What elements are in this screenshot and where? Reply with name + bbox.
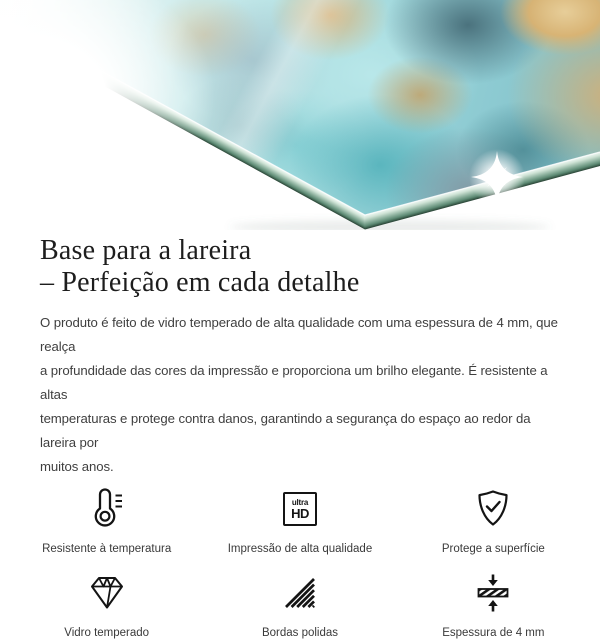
feature-label: Resistente à temperatura — [42, 543, 172, 555]
feature-label: Bordas polidas — [261, 627, 339, 639]
ultra-hd-icon — [283, 486, 317, 532]
feature-label: Impressão de alta qualidade — [227, 543, 373, 555]
description-line: a profundidade das cores da impressão e proporciona um brilho elegante. É resistente a altas — [40, 363, 548, 402]
feature-label: Espessura de 4 mm — [442, 627, 545, 639]
feature-surface-protection — [397, 486, 590, 556]
feature-label: Vidro temperado — [64, 627, 150, 639]
feature-label: Protege a superfície — [441, 543, 545, 555]
feature-tempered-glass — [10, 570, 203, 640]
feature-polished-edges — [203, 570, 396, 640]
uhd-badge-main: HD — [291, 506, 309, 521]
product-description — [40, 311, 560, 479]
description-line: temperaturas e protege contra danos, garantindo a segurança do espaço ao redor da lareira por — [40, 411, 531, 450]
diamond-icon — [89, 570, 125, 616]
shield-check-icon — [474, 486, 512, 532]
page-title-line-1: Base para a lareira — [40, 235, 252, 266]
feature-thickness — [397, 570, 590, 640]
page-title-line-2: – Perfeição em cada detalhe — [40, 266, 360, 298]
feature-temperature-resistance — [10, 486, 203, 556]
product-photo — [0, 0, 600, 230]
feature-print-quality — [203, 486, 396, 556]
page-title — [40, 235, 560, 298]
glass-panel-artwork — [0, 0, 600, 230]
polished-edges-icon — [283, 570, 317, 616]
thermometer-icon — [87, 486, 127, 532]
uhd-badge-top: ultra — [291, 498, 309, 507]
product-info-section — [0, 235, 600, 479]
description-line: O produto é feito de vidro temperado de alta qualidade com uma espessura de 4 mm, que realça — [40, 315, 558, 354]
features-grid — [10, 486, 590, 640]
description-line: muitos anos. — [40, 459, 114, 474]
compressed-thickness-icon — [475, 570, 511, 616]
